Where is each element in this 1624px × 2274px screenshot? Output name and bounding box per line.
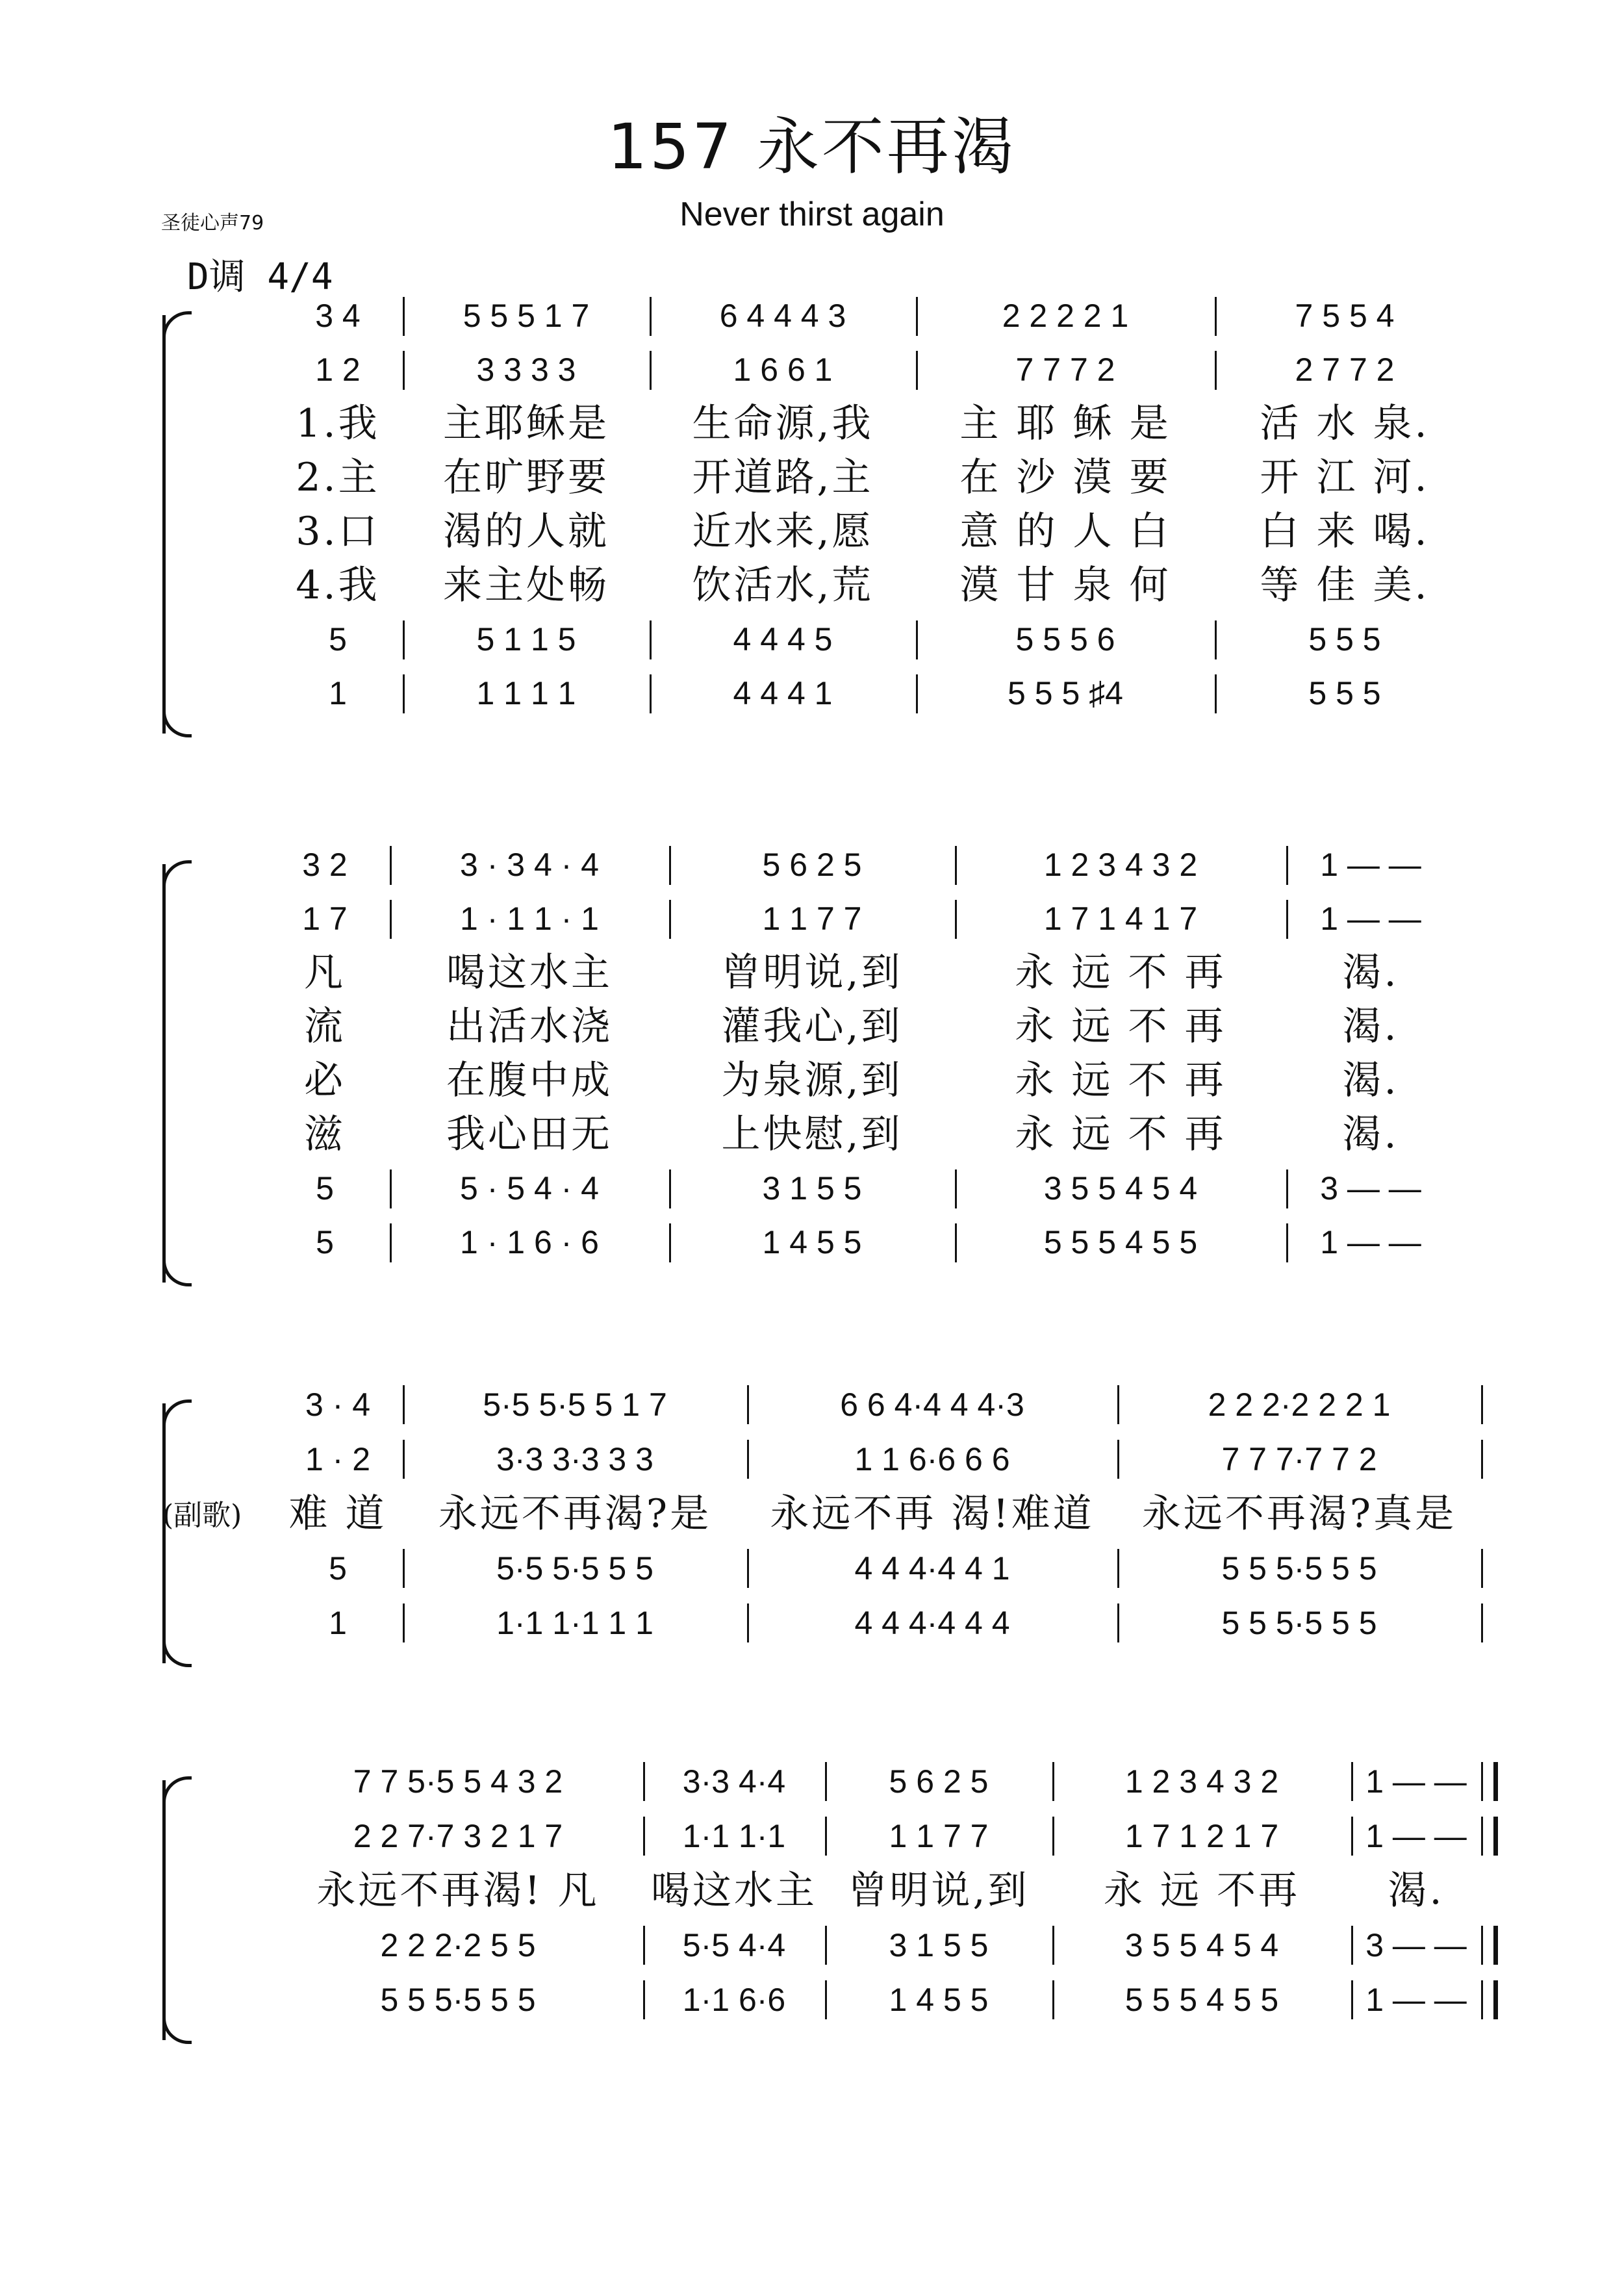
bar-line [1481, 1603, 1483, 1642]
bar-line [916, 351, 918, 390]
lyric-measure: 永远不再渴?真是 [1141, 1491, 1457, 1537]
lyric-measure: 活 水 泉. [1260, 401, 1430, 446]
note-measure: 5 5 5 6 [1015, 621, 1115, 658]
note-measure: 7 7 7·7 7 2 [1221, 1441, 1377, 1477]
bar-line [650, 620, 652, 659]
note-measure: 1 2 3 4 3 2 [1124, 1763, 1279, 1800]
note-measure: 5 5 5 [1308, 621, 1381, 658]
note-measure: 5 5 5 4 5 5 [1043, 1224, 1198, 1260]
note-measure: 4 4 4 5 [733, 621, 833, 658]
lyric-measure: 等 佳 美. [1260, 563, 1430, 608]
lyric-measure: 3.口 [296, 509, 380, 554]
note-measure: 1 1 7 7 [889, 1818, 989, 1854]
lyric-measure: 白 来 喝. [1260, 509, 1430, 554]
bar-line [955, 846, 957, 885]
bar-line [1215, 351, 1217, 390]
bar-line [1481, 1440, 1483, 1479]
final-bar-line [1481, 1980, 1498, 2019]
note-measure: 2 2 2·2 2 2 1 [1208, 1386, 1391, 1423]
bar-line [643, 1980, 645, 2019]
bar-line [669, 1223, 671, 1262]
note-measure: 3 5 5 4 5 4 [1043, 1170, 1198, 1207]
lyric-measure: 永 远 不 再 [1015, 1004, 1226, 1049]
note-measure: 1 1 1 1 [476, 675, 576, 711]
note-measure: 5·5 5·5 5 5 [496, 1550, 653, 1587]
lyric-measure: 必 [304, 1058, 346, 1103]
lyric-measure: 我心田无 [446, 1112, 613, 1157]
note-measure: 1·1 6·6 [682, 1982, 786, 2018]
lyric-measure: 喝这水主 [651, 1868, 817, 1913]
note-measure: 1 1 7 7 [762, 901, 862, 937]
note-measure: 7 7 7 2 [1015, 351, 1115, 388]
bar-line [669, 846, 671, 885]
bar-line [916, 620, 918, 659]
lyric-measure: 永远不再 渴!难道 [770, 1491, 1095, 1537]
lyric-measure: 4.我 [296, 563, 380, 608]
note-measure: 3 3 3 3 [476, 351, 576, 388]
bar-line [403, 674, 405, 713]
note-measure: 3·3 4·4 [682, 1763, 786, 1800]
lyric-measure: 漠 甘 泉 何 [959, 563, 1171, 608]
note-measure: 3 · 3 4 · 4 [460, 847, 599, 883]
lyric-measure: 1.我 [296, 401, 380, 446]
note-measure: 4 4 4·4 4 1 [854, 1550, 1010, 1587]
note-measure: 2 2 2·2 5 5 [380, 1927, 536, 1963]
lyric-measure: 永远不再渴! 凡 [316, 1868, 600, 1913]
bar-line [1117, 1440, 1119, 1479]
lyric-measure: 永 远 不 再 [1015, 1058, 1226, 1103]
lyric-measure: 渴. [1342, 1058, 1399, 1103]
bar-line [1481, 1549, 1483, 1588]
note-measure: 5 [329, 621, 347, 658]
lyric-measure: 主 耶 稣 是 [959, 401, 1171, 446]
system-brace [162, 1403, 192, 1663]
lyric-measure: 渴. [1342, 950, 1399, 995]
bar-line [650, 351, 652, 390]
lyric-measure: 永远不再渴?是 [438, 1491, 712, 1537]
note-measure: 6 6 4·4 4 4·3 [840, 1386, 1024, 1423]
note-measure: 1 4 5 5 [762, 1224, 862, 1260]
note-measure: 1·1 1·1 1 1 [496, 1605, 653, 1641]
bar-line [825, 1980, 827, 2019]
bar-line [1351, 1762, 1353, 1801]
note-measure: 5 [316, 1224, 334, 1260]
note-measure: 1 1 6·6 6 6 [854, 1441, 1010, 1477]
lyric-measure: 2.主 [296, 455, 380, 500]
chorus-label: (副歌) [162, 1499, 242, 1532]
lyric-measure: 在腹中成 [446, 1058, 613, 1103]
note-measure: 1 — — [1365, 1763, 1467, 1800]
bar-line [669, 1169, 671, 1208]
note-measure: 1 — — [1320, 847, 1421, 883]
note-measure: 3 1 5 5 [889, 1927, 989, 1963]
lyric-measure: 永 远 不再 [1103, 1868, 1300, 1913]
bar-line [390, 846, 392, 885]
bar-line [669, 900, 671, 939]
note-measure: 3 2 [302, 847, 348, 883]
bar-line [1215, 297, 1217, 336]
note-measure: 6 4 4 4 3 [719, 298, 846, 334]
note-measure: 1 — — [1365, 1982, 1467, 2018]
page-subtitle: Never thirst again [679, 196, 945, 233]
bar-line [643, 1926, 645, 1965]
note-measure: 5 [329, 1550, 347, 1587]
bar-line [643, 1762, 645, 1801]
bar-line [1286, 1169, 1288, 1208]
lyric-measure: 饮活水,荒 [692, 563, 874, 608]
note-measure: 5·5 4·4 [682, 1927, 786, 1963]
bar-line [1052, 1980, 1054, 2019]
lyric-measure: 近水来,愿 [692, 509, 874, 554]
note-measure: 2 2 2 2 1 [1002, 298, 1129, 334]
note-measure: 1 — — [1320, 901, 1421, 937]
note-measure: 3·3 3·3 3 3 [496, 1441, 653, 1477]
bar-line [403, 1603, 405, 1642]
source-label: 圣徒心声79 [161, 212, 264, 235]
bar-line [1286, 846, 1288, 885]
bar-line [1052, 1926, 1054, 1965]
note-measure: 5 5 5 [1308, 675, 1381, 711]
lyric-measure: 在 沙 漠 要 [959, 455, 1171, 500]
bar-line [916, 674, 918, 713]
note-measure: 5·5 5·5 5 1 7 [483, 1386, 667, 1423]
lyric-measure: 渴. [1388, 1868, 1445, 1913]
note-measure: 5 5 5·5 5 5 [1221, 1550, 1377, 1587]
bar-line [403, 1549, 405, 1588]
system-brace [162, 864, 192, 1283]
note-measure: 7 7 5·5 5 4 3 2 [353, 1763, 563, 1800]
lyric-measure: 难 道 [288, 1491, 387, 1537]
bar-line [1117, 1549, 1119, 1588]
lyric-measure: 滋 [304, 1112, 346, 1157]
bar-line [747, 1603, 749, 1642]
bar-line [1052, 1817, 1054, 1856]
note-measure: 3 4 [315, 298, 361, 334]
bar-line [403, 1440, 405, 1479]
lyric-measure: 曾明说,到 [721, 950, 903, 995]
note-measure: 1 — — [1320, 1224, 1421, 1260]
note-measure: 7 5 5 4 [1295, 298, 1395, 334]
note-measure: 1 7 [302, 901, 348, 937]
bar-line [403, 620, 405, 659]
note-measure: 3 · 4 [305, 1386, 371, 1423]
lyric-measure: 渴. [1342, 1112, 1399, 1157]
note-measure: 1 7 1 4 1 7 [1043, 901, 1198, 937]
note-measure: 5 5 5 ♯4 [1008, 675, 1123, 711]
lyric-measure: 为泉源,到 [721, 1058, 903, 1103]
bar-line [955, 1223, 957, 1262]
lyric-measure: 永 远 不 再 [1015, 950, 1226, 995]
note-measure: 1·1 1·1 [682, 1818, 786, 1854]
lyric-measure: 主耶稣是 [443, 401, 609, 446]
bar-line [403, 351, 405, 390]
note-measure: 1 — — [1365, 1818, 1467, 1854]
note-measure: 3 5 5 4 5 4 [1124, 1927, 1279, 1963]
note-measure: 1 4 5 5 [889, 1982, 989, 2018]
system-brace [162, 1780, 192, 2040]
bar-line [403, 1385, 405, 1424]
bar-line [747, 1549, 749, 1588]
note-measure: 1 · 1 6 · 6 [460, 1224, 599, 1260]
bar-line [1215, 674, 1217, 713]
lyric-measure: 开 江 河. [1260, 455, 1430, 500]
note-measure: 1 · 2 [305, 1441, 371, 1477]
bar-line [916, 297, 918, 336]
note-measure: 5 5 5 4 5 5 [1124, 1982, 1279, 2018]
bar-line [955, 1169, 957, 1208]
note-measure: 1 2 3 4 3 2 [1043, 847, 1198, 883]
lyric-measure: 出活水浇 [446, 1004, 613, 1049]
lyric-measure: 灌我心,到 [721, 1004, 903, 1049]
note-measure: 5 6 2 5 [762, 847, 862, 883]
lyric-measure: 开道路,主 [692, 455, 874, 500]
note-measure: 5 5 5 1 7 [463, 298, 590, 334]
note-measure: 2 2 7·7 3 2 1 7 [353, 1818, 563, 1854]
note-measure: 5 5 5·5 5 5 [380, 1982, 536, 2018]
note-measure: 5 6 2 5 [889, 1763, 989, 1800]
bar-line [1215, 620, 1217, 659]
note-measure: 5 · 5 4 · 4 [460, 1170, 599, 1207]
note-measure: 3 — — [1320, 1170, 1421, 1207]
bar-line [1351, 1980, 1353, 2019]
bar-line [825, 1817, 827, 1856]
note-measure: 5 5 5·5 5 5 [1221, 1605, 1377, 1641]
note-measure: 1 7 1 2 1 7 [1124, 1818, 1279, 1854]
lyric-measure: 在旷野要 [443, 455, 609, 500]
note-measure: 3 1 5 5 [762, 1170, 862, 1207]
lyric-measure: 流 [304, 1004, 346, 1049]
bar-line [1286, 1223, 1288, 1262]
note-measure: 1 6 6 1 [733, 351, 833, 388]
note-measure: 2 7 7 2 [1295, 351, 1395, 388]
bar-line [1351, 1926, 1353, 1965]
note-measure: 4 4 4·4 4 4 [854, 1605, 1010, 1641]
bar-line [1117, 1603, 1119, 1642]
key-signature: D调 4/4 [187, 256, 333, 298]
lyric-measure: 凡 [304, 950, 346, 995]
note-measure: 1 · 1 1 · 1 [460, 901, 599, 937]
note-measure: 5 [316, 1170, 334, 1207]
system-brace [162, 315, 192, 734]
bar-line [1052, 1762, 1054, 1801]
lyric-measure: 渴的人就 [443, 509, 609, 554]
bar-line [650, 674, 652, 713]
note-measure: 3 — — [1365, 1927, 1467, 1963]
note-measure: 1 [329, 1605, 347, 1641]
lyric-measure: 永 远 不 再 [1015, 1112, 1226, 1157]
bar-line [747, 1385, 749, 1424]
lyric-measure: 上快慰,到 [721, 1112, 903, 1157]
note-measure: 4 4 4 1 [733, 675, 833, 711]
bar-line [1117, 1385, 1119, 1424]
bar-line [747, 1440, 749, 1479]
bar-line [1286, 900, 1288, 939]
bar-line [825, 1926, 827, 1965]
bar-line [825, 1762, 827, 1801]
bar-line [1481, 1385, 1483, 1424]
page-title: 157 永不再渴 [607, 110, 1017, 183]
lyric-measure: 意 的 人 白 [959, 509, 1171, 554]
final-bar-line [1481, 1926, 1498, 1965]
note-measure: 5 1 1 5 [476, 621, 576, 658]
final-bar-line [1481, 1762, 1498, 1801]
bar-line [643, 1817, 645, 1856]
lyric-measure: 来主处畅 [443, 563, 609, 608]
lyric-measure: 曾明说,到 [848, 1868, 1030, 1913]
bar-line [1351, 1817, 1353, 1856]
lyric-measure: 渴. [1342, 1004, 1399, 1049]
lyric-measure: 喝这水主 [446, 950, 613, 995]
bar-line [390, 900, 392, 939]
bar-line [403, 297, 405, 336]
lyric-measure: 生命源,我 [692, 401, 874, 446]
bar-line [650, 297, 652, 336]
bar-line [955, 900, 957, 939]
note-measure: 1 [329, 675, 347, 711]
bar-line [390, 1169, 392, 1208]
note-measure: 1 2 [315, 351, 361, 388]
final-bar-line [1481, 1817, 1498, 1856]
bar-line [390, 1223, 392, 1262]
